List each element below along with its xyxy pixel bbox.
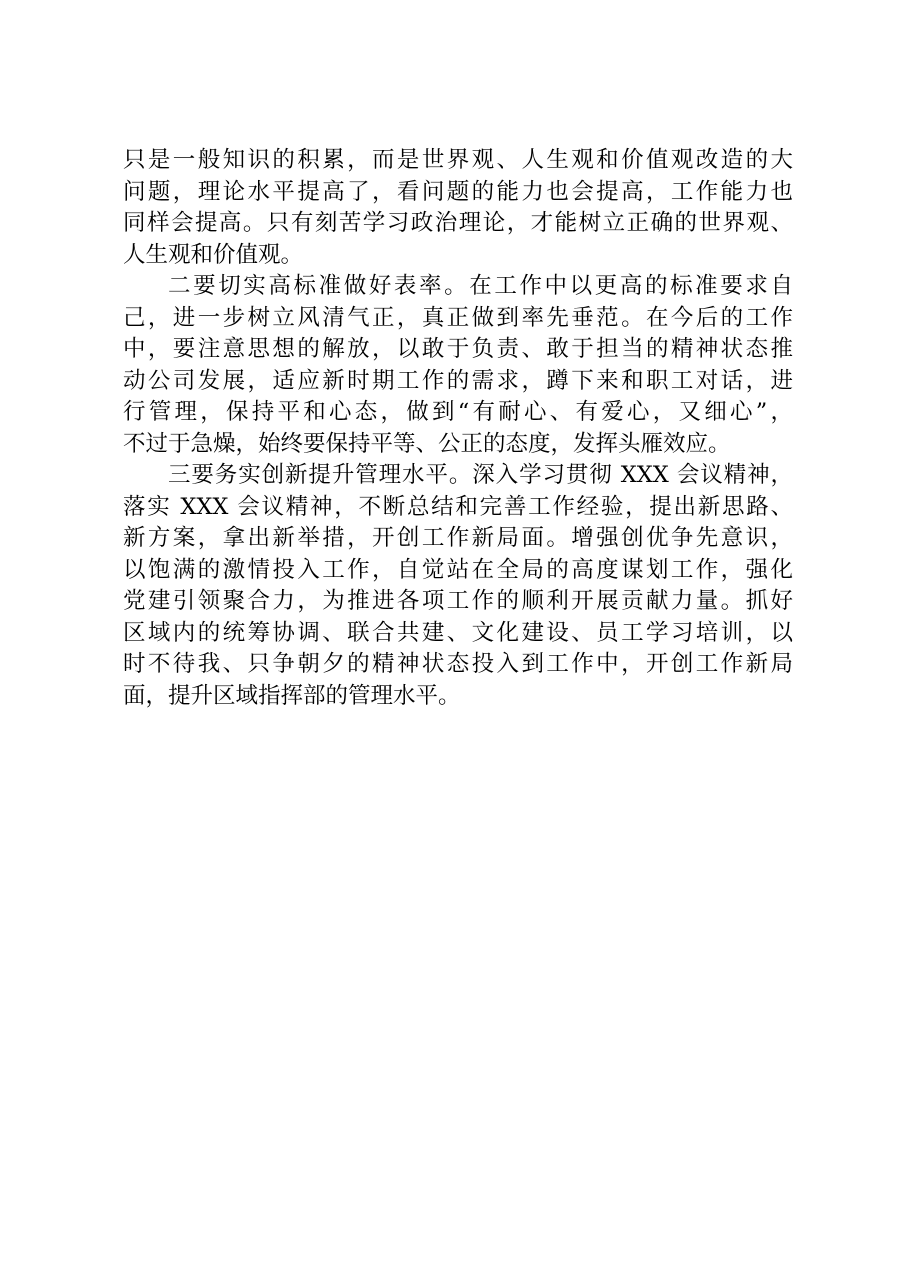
text-line: 时不待我、只争朝夕的精神状态投入到工作中，开创工作新局: [123, 651, 793, 677]
paragraph-3: [123, 460, 793, 712]
text-line: 动公司发展，适应新时期工作的需求，蹲下来和职工对话，进: [123, 367, 793, 394]
text-line: 己，进一步树立风清气正，真正做到率先垂范。在今后的工作: [123, 304, 793, 331]
text-line: 不过于急燥，始终要保持平等、公正的态度，发挥头雁效应。: [123, 430, 731, 457]
text-line: 面，提升区域指挥部的管理水平。: [123, 682, 461, 709]
text-line: 人生观和价值观。: [123, 241, 304, 268]
text-line: 三要务实创新提升管理水平。深入学习贯彻 XXX 会议精神，: [168, 462, 793, 488]
text-line: 二要切实高标准做好表率。在工作中以更高的标准要求自: [168, 273, 793, 299]
text-line: 只是一般知识的积累，而是世界观、人生观和价值观改造的大: [123, 147, 793, 173]
text-line: 落实 XXX 会议精神，不断总结和完善工作经验，提出新思路、: [123, 493, 793, 520]
paragraph-2: [123, 271, 793, 460]
document-body: [123, 145, 793, 712]
text-line: 区域内的统筹协调、联合共建、文化建设、员工学习培训，以: [123, 619, 793, 646]
text-line: 新方案，拿出新举措，开创工作新局面。增强创优争先意识，: [123, 525, 793, 551]
text-line: 同样会提高。只有刻苦学习政治理论，才能树立正确的世界观、: [123, 210, 793, 236]
text-line: 党建引领聚合力，为推进各项工作的顺利开展贡献力量。抓好: [123, 588, 793, 614]
text-line: 问题，理论水平提高了，看问题的能力也会提高，工作能力也: [123, 178, 793, 205]
text-line: 以饱满的激情投入工作，自觉站在全局的高度谋划工作，强化: [123, 556, 793, 583]
text-line: 中，要注意思想的解放，以敢于负责、敢于担当的精神状态推: [123, 336, 793, 362]
paragraph-1: [123, 145, 793, 271]
text-line: 行管理，保持平和心态，做到“有耐心、有爱心，又细心”，: [123, 399, 793, 425]
